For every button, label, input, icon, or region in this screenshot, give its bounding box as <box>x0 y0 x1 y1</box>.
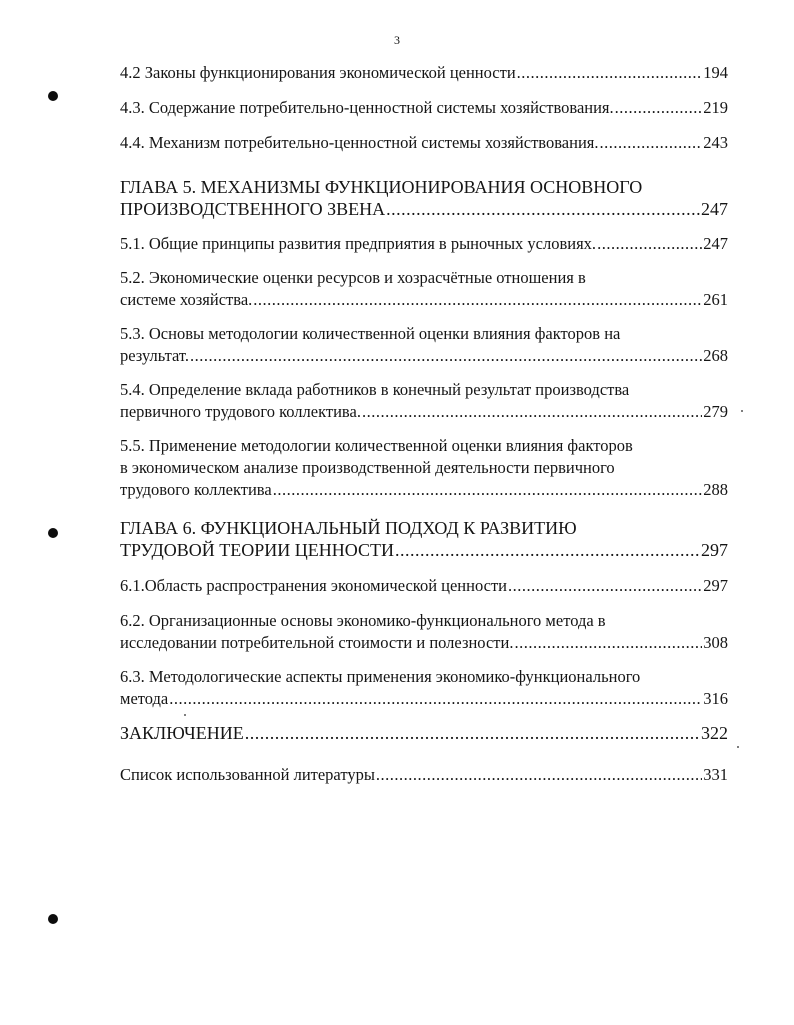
toc-chapter-entry <box>120 517 728 561</box>
toc-entry-line <box>120 97 728 119</box>
toc-page-number: 261 <box>703 290 728 309</box>
toc-page-number: 316 <box>703 689 728 708</box>
punch-hole-bottom <box>48 914 58 924</box>
toc-entry-line <box>120 132 728 154</box>
toc-entry-line <box>120 688 728 710</box>
toc-entry-title: системе хозяйства. <box>120 290 253 309</box>
toc-entry-line <box>120 176 728 198</box>
toc-page-number: 331 <box>703 765 728 784</box>
toc-page-number: 243 <box>703 133 728 152</box>
toc-entry-line <box>120 289 728 311</box>
toc-entry-title: 6.3. Методологические аспекты применения экономико-функционального <box>120 667 641 686</box>
toc-entry-title: результат. <box>120 346 190 365</box>
dot-leader <box>362 401 702 423</box>
toc-page-number: 279 <box>703 402 728 421</box>
toc-entry <box>120 233 728 255</box>
toc-entry <box>120 62 728 84</box>
toc-page-number: 322 <box>701 723 728 743</box>
toc-entry-title: первичного трудового коллектива. <box>120 402 361 421</box>
dot-leader <box>245 722 700 744</box>
punch-hole-top <box>48 91 58 101</box>
toc-page-number: 297 <box>701 540 728 560</box>
page-number: 3 <box>394 33 400 47</box>
dot-leader <box>386 198 700 220</box>
dot-leader <box>508 575 702 597</box>
dot-leader <box>514 632 702 654</box>
toc-entry-title: в экономическом анализе производственной деятельности первичного <box>120 458 615 477</box>
toc-entry-title: 4.2 Законы функционирования экономической ценности <box>120 63 516 82</box>
dot-leader <box>600 132 703 154</box>
toc-entry <box>120 764 728 786</box>
toc-chapter-entry <box>120 722 728 744</box>
toc-page-number: 297 <box>703 576 728 595</box>
toc-entry-title: 4.3. Содержание потребительно-ценностной системы хозяйствования. <box>120 98 614 117</box>
toc-entry-line <box>120 401 728 423</box>
dot-leader <box>376 764 702 786</box>
dot-leader <box>597 233 702 255</box>
scan-speck <box>737 746 739 748</box>
toc-entry-title: ГЛАВА 5. МЕХАНИЗМЫ ФУНКЦИОНИРОВАНИЯ ОСНОВНОГО <box>120 177 643 197</box>
toc-entry <box>120 610 728 654</box>
toc-entry-line <box>120 323 728 345</box>
toc-entry-line <box>120 539 728 561</box>
toc-entry-title: 5.3. Основы методологии количественной оценки влияния факторов на <box>120 324 621 343</box>
toc-entry-title: 5.4. Определение вклада работников в конечный результат производства <box>120 380 630 399</box>
toc-entry <box>120 666 728 710</box>
toc-entry-title: 5.5. Применение методологии количественной оценки влияния факторов <box>120 436 633 455</box>
toc-entry-line <box>120 517 728 539</box>
toc-entry <box>120 132 728 154</box>
dot-leader <box>169 688 702 710</box>
toc-chapter-entry <box>120 176 728 220</box>
toc-entry-title: исследовании потребительной стоимости и полезности. <box>120 633 514 652</box>
dot-leader <box>517 62 703 84</box>
toc-page-number: 308 <box>703 633 728 652</box>
toc-entry <box>120 435 728 501</box>
toc-entry-title: ТРУДОВОЙ ТЕОРИИ ЦЕННОСТИ <box>120 540 394 560</box>
dot-leader <box>190 345 702 367</box>
toc-entry-title: 4.4. Механизм потребительно-ценностной системы хозяйствования. <box>120 133 599 152</box>
toc-entry-line <box>120 62 728 84</box>
toc-entry-line <box>120 722 728 744</box>
toc-entry-line <box>120 764 728 786</box>
toc-page-number: 247 <box>703 234 728 253</box>
toc-entry-line <box>120 632 728 654</box>
toc-entry-line <box>120 267 728 289</box>
toc-page-number: 194 <box>703 63 728 82</box>
dot-leader <box>273 479 703 501</box>
toc-entry-title: ЗАКЛЮЧЕНИЕ <box>120 723 244 743</box>
toc-page-number: 219 <box>703 98 728 117</box>
toc-entry <box>120 575 728 597</box>
toc-entry-title: трудового коллектива <box>120 480 272 499</box>
toc-entry <box>120 323 728 367</box>
toc-entry-line <box>120 457 728 479</box>
toc-entry-line <box>120 610 728 632</box>
toc-entry-line <box>120 379 728 401</box>
toc-entry-title: ГЛАВА 6. ФУНКЦИОНАЛЬНЫЙ ПОДХОД К РАЗВИТИЮ <box>120 518 577 538</box>
toc-entry-line <box>120 233 728 255</box>
dot-leader <box>395 539 700 561</box>
toc-entry <box>120 97 728 119</box>
toc-entry <box>120 379 728 423</box>
toc-entry-line <box>120 666 728 688</box>
toc-page-number: 247 <box>701 199 728 219</box>
dot-leader <box>615 97 703 119</box>
toc-entry-line <box>120 198 728 220</box>
toc-entry-title: 5.1. Общие принципы развития предприятия в рыночных условиях. <box>120 234 597 253</box>
scan-speck <box>741 410 743 412</box>
toc-page-number: 268 <box>703 346 728 365</box>
punch-hole-middle <box>48 528 58 538</box>
toc-entry-title: метода <box>120 689 169 708</box>
toc-entry-line <box>120 575 728 597</box>
toc-entry-title: Список использованной литературы <box>120 765 375 784</box>
scan-speck <box>184 714 186 716</box>
toc-entry <box>120 267 728 311</box>
toc-entry-line <box>120 345 728 367</box>
toc-entry-title: ПРОИЗВОДСТВЕННОГО ЗВЕНА <box>120 199 386 219</box>
toc-entry-line <box>120 479 728 501</box>
toc-entry-title: 6.1.Область распространения экономической ценности <box>120 576 507 595</box>
dot-leader <box>253 289 702 311</box>
toc-entry-line <box>120 435 728 457</box>
toc-entry-title: 6.2. Организационные основы экономико-функционального метода в <box>120 611 606 630</box>
toc-entry-title: 5.2. Экономические оценки ресурсов и хозрасчётные отношения в <box>120 268 586 287</box>
toc-page-number: 288 <box>703 480 728 499</box>
